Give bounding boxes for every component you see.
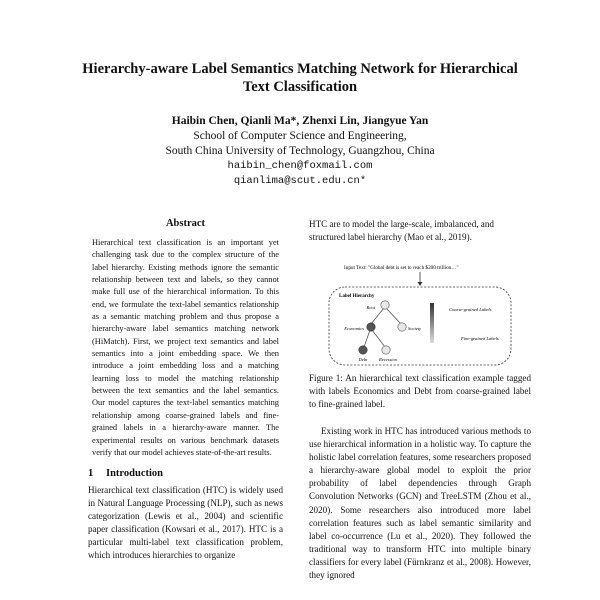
author-block — [60, 114, 540, 189]
right-column — [309, 218, 531, 582]
granularity-gradient-bar — [430, 303, 434, 343]
node-economics-label: Economics — [344, 326, 364, 331]
section-title: Introduction — [106, 468, 163, 480]
node-root-label: Root — [366, 305, 375, 310]
intro-body — [88, 484, 283, 562]
node-debt-label: Debt — [358, 357, 368, 362]
node-society — [398, 323, 406, 331]
edge-economics-recession — [372, 330, 385, 347]
node-root — [381, 301, 389, 309]
fig-input-text: Input Text: "Global debt is set to reach $200 trillion…" — [344, 265, 459, 271]
affiliation-line-2: South China University of Technology, Guangzhou, China — [165, 145, 435, 157]
abstract-heading: Abstract — [165, 218, 206, 229]
section-number: 1 — [88, 468, 94, 480]
abstract-text: Hierarchical text classification is an important yet challenging task due to the complex structure of the label hierarchy. Existing methods ignore the semantic relationship between text and labels, so they cannot make full use of the hierarchical information. To this end, we formulate the text-label semantics relationship as a semantic matching problem and thus propose a hierarchy-aware label semantics matching network (HiMatch). First, we project text semantics and label semantics into a joint embedding space. We then introduce a joint embedding loss and a matching learning loss to model the matching relationship between the text semantics and the label semantics. Our model captures the text-label semantics matching relationship among coarse-grained labels and fine-grained labels in a hierarchy-aware manner. The experimental results on various benchmark datasets verify that our model achieves state-of-the-art results. — [92, 238, 279, 457]
intro-text: Hierarchical text classification (HTC) is widely used in Natural Language Processing (NLP), such as news categorization (Lewis et al., 2004) and scientific paper classification (Kowsari et al., 2017). HTC is a particular multi-label text classification problem, which introduces hierarchies to organize — [88, 485, 283, 561]
edge-economics-debt — [364, 330, 370, 347]
node-debt — [359, 346, 367, 354]
right-top-text: HTC are to model the large-scale, imbalanced, and structured label hierarchy (Mao et al., 2019). — [309, 219, 494, 242]
section-heading-introduction — [88, 468, 283, 479]
fig-coarse-label: Coarse-grained Labels — [449, 307, 492, 312]
abstract-body — [88, 237, 283, 459]
hierarchy-diagram — [309, 260, 531, 368]
paper-title — [60, 60, 540, 96]
fig-fine-label: Fine-grained Labels — [461, 336, 499, 341]
author-names: Haibin Chen, Qianli Ma*, Zhenxi Lin, Jiangyue Yan — [171, 115, 429, 127]
figure-caption: Figure 1: An hierarchical text classification example tagged with labels Economics and Debt from coarse-grained label to fine-grained label. — [309, 373, 531, 409]
email-1[interactable]: haibin_chen@foxmail.com — [227, 160, 373, 172]
arrow-head-icon — [418, 282, 423, 286]
edge-root-society — [386, 308, 401, 324]
left-column — [88, 218, 283, 562]
edge-root-economics — [371, 308, 384, 324]
email-2[interactable]: qianlima@scut.edu.cn* — [233, 175, 367, 187]
node-recession — [382, 346, 390, 354]
node-recession-label: Recession — [379, 357, 397, 362]
title-line-2: Text Classification — [242, 79, 358, 95]
node-economics — [367, 323, 375, 331]
affiliation-line-1: School of Computer Science and Engineering, — [193, 130, 407, 142]
title-line-1: Hierarchy-aware Label Semantics Matching Network for Hierarchical — [82, 61, 518, 77]
figure-1 — [309, 260, 531, 368]
right-paragraph: Existing work in HTC has introduced various methods to use hierarchical information in a holistic way. To capture the holistic label correlation features, some researchers proposed a hierarchy-aware global model to exploit the prior probability of label dependencies through Graph Convolution Networks (GCN) and TreeLSTM (Zhou et al., 2020). Some researchers also introduced more label correlation features such as label semantic similarity and label co-occurrence (Lu et al., 2020). They followed the traditional way to transform HTC into multiple binary classifiers for every label (Fürnkranz et al., 2008). However, they ignored — [309, 426, 531, 581]
fig-label-hierarchy: Label Hierarchy — [339, 294, 375, 299]
node-society-label: Society — [408, 326, 421, 331]
